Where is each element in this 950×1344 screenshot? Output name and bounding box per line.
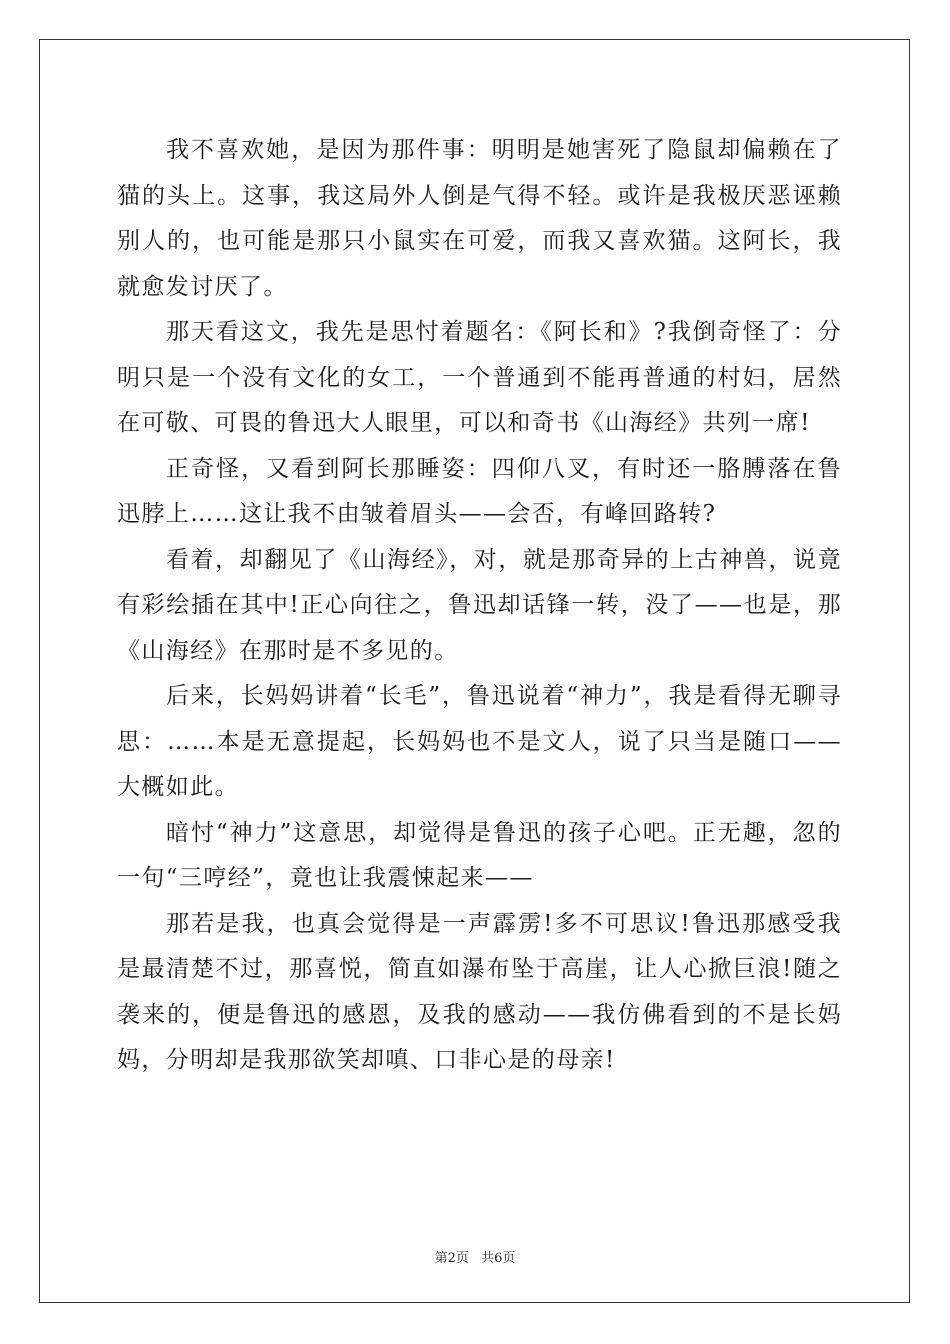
paragraph: 后来，长妈妈讲着“长毛”，鲁迅说着“神力”，我是看得无聊寻思：……本是无意提起，长妈妈也不是文人，说了只当是随口——大概如此。 [117, 683, 842, 800]
paragraph: 暗忖“神力”这意思，却觉得是鲁迅的孩子心吧。正无趣，忽的一句“三哼经”，竟也让我震悚起来—— [117, 819, 842, 891]
paragraph: 那若是我，也真会觉得是一声霹雳!多不可思议!鲁迅那感受我是最清楚不过，那喜悦，简直如瀑布坠于高崖，让人心掀巨浪!随之袭来的，便是鲁迅的感恩，及我的感动——我仿佛看到的不是长妈妈，分明却是我那欲笑却嗔、口非心是的母亲! [117, 910, 842, 1073]
paragraph: 我不喜欢她，是因为那件事：明明是她害死了隐鼠却偏赖在了猫的头上。这事，我这局外人倒是气得不轻。或许是我极厌恶诬赖别人的，也可能是那只小鼠实在可爱，而我又喜欢猫。这阿长，我就愈发讨厌了。 [117, 137, 842, 300]
paragraph: 看着，却翻见了《山海经》，对，就是那奇异的上古神兽，说竟有彩绘插在其中!正心向往之，鲁迅却话锋一转，没了——也是，那《山海经》在那时是不多见的。 [117, 546, 842, 664]
page-number: 第2页 [434, 1251, 469, 1266]
document-body [117, 128, 842, 1084]
paragraph: 那天看这文，我先是思忖着题名：《阿长和》?我倒奇怪了：分明只是一个没有文化的女工，一个普通到不能再普通的村妇，居然在可敬、可畏的鲁迅大人眼里，可以和奇书《山海经》共列一席! [117, 319, 842, 436]
page-total: 共6页 [481, 1251, 516, 1266]
paragraph: 正奇怪，又看到阿长那睡姿：四仰八叉，有时还一胳膊落在鲁迅脖上……这让我不由皱着眉头——会否，有峰回路转? [117, 455, 842, 527]
page-footer [0, 1247, 950, 1266]
